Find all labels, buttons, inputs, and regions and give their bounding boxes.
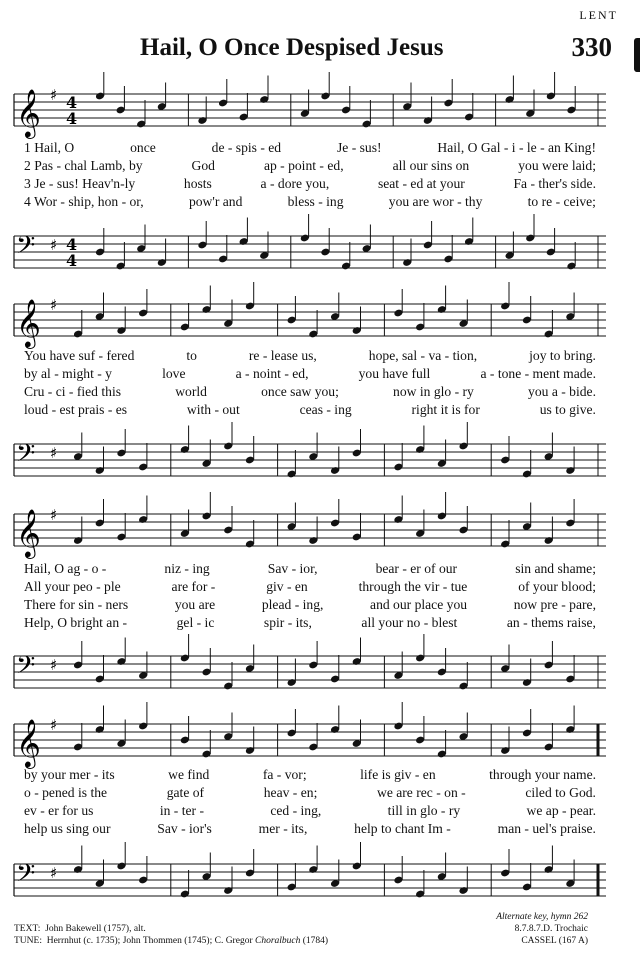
lyric-segment: niz - ing bbox=[164, 561, 210, 576]
lyric-line bbox=[24, 157, 596, 175]
treble-staff-2 bbox=[14, 296, 606, 352]
lyric-segment: Cru - ci - fied this bbox=[24, 384, 122, 399]
page-edge-tab bbox=[634, 38, 640, 72]
lyric-segment: gate of bbox=[166, 785, 205, 800]
lyric-segment: an - thems raise, bbox=[506, 615, 596, 630]
lyric-segment: help us sing our bbox=[24, 821, 111, 836]
lyric-segment: de - spis - ed bbox=[211, 140, 282, 155]
lyric-segment: you a - bide. bbox=[528, 384, 596, 399]
sharp-icon: ♯ bbox=[50, 296, 58, 314]
sharp-icon: ♯ bbox=[50, 444, 58, 462]
lyric-segment: gel - ic bbox=[176, 615, 215, 630]
lyric-segment: pow'r and bbox=[188, 194, 243, 209]
lyric-segment: Hail, O Gal - i - le - an King! bbox=[437, 140, 596, 155]
lyric-segment: joy to bring. bbox=[529, 348, 596, 363]
lyric-line bbox=[24, 347, 596, 365]
lyric-line bbox=[24, 365, 596, 383]
lyric-segment: with - out bbox=[186, 402, 240, 417]
lyric-segment: heav - en; bbox=[263, 785, 318, 800]
bass-clef-icon: 𝄢 bbox=[16, 439, 36, 474]
lyric-segment: love bbox=[162, 366, 186, 381]
lyric-segment: all our sins on bbox=[392, 158, 470, 173]
tune-year: (1784) bbox=[302, 936, 329, 946]
lyric-line bbox=[24, 614, 596, 632]
lyric-segment: now pre - pare, bbox=[513, 597, 596, 612]
sharp-icon: ♯ bbox=[50, 506, 58, 524]
lyric-segment: till in glo - ry bbox=[387, 803, 461, 818]
lyric-segment: and our place you bbox=[370, 597, 468, 612]
lyric-segment: 3 Je - sus! Heav'n-ly bbox=[24, 176, 136, 191]
lyric-segment: you are bbox=[174, 597, 216, 612]
text-credit: John Bakewell (1757), alt. bbox=[45, 924, 146, 934]
lyric-segment: life is giv - en bbox=[360, 767, 436, 782]
bass-staff-4 bbox=[14, 856, 606, 912]
treble-clef-icon: 𝄞 bbox=[16, 718, 41, 767]
treble-clef-icon: 𝄞 bbox=[16, 508, 41, 557]
hymn-number: 330 bbox=[571, 32, 612, 62]
lyric-segment: Je - sus! bbox=[336, 140, 382, 155]
lyric-segment: ceas - ing bbox=[299, 402, 352, 417]
credits bbox=[14, 923, 328, 947]
lyric-segment: bless - ing bbox=[287, 194, 344, 209]
lyric-segment: Fa - ther's side. bbox=[513, 176, 596, 191]
lyric-segment: by al - might - y bbox=[24, 366, 112, 381]
lyric-segment: us to give. bbox=[539, 402, 596, 417]
lyric-line bbox=[24, 820, 596, 838]
lyric-line bbox=[24, 401, 596, 419]
treble-staff-1 bbox=[14, 86, 606, 142]
lyric-segment: you have full bbox=[358, 366, 431, 381]
lyric-line bbox=[24, 578, 596, 596]
time-signature: 4 bbox=[66, 93, 78, 112]
bass-clef-icon: 𝄢 bbox=[16, 231, 36, 266]
tune-book: Choralbuch bbox=[254, 936, 301, 946]
lyric-segment: ciled to God. bbox=[525, 785, 596, 800]
lyric-segment: you were laid; bbox=[518, 158, 596, 173]
lyric-segment: we find bbox=[168, 767, 210, 782]
lyric-line bbox=[24, 596, 596, 614]
lyric-line bbox=[24, 193, 596, 211]
section-label: LENT bbox=[579, 8, 618, 22]
lyric-segment: Sav - ior's bbox=[157, 821, 212, 836]
lyric-segment: to re - ceive; bbox=[527, 194, 596, 209]
lyric-segment: now in glo - ry bbox=[393, 384, 474, 399]
bass-staff-3 bbox=[14, 648, 606, 704]
lyric-segment: seat - ed at your bbox=[377, 176, 465, 191]
lyric-line bbox=[24, 560, 596, 578]
lyric-segment: All your peo - ple bbox=[24, 579, 121, 594]
time-signature: 4 bbox=[66, 109, 78, 128]
lyric-segment: are for - bbox=[171, 579, 216, 594]
sharp-icon: ♯ bbox=[50, 716, 58, 734]
lyric-segment: right it is for bbox=[411, 402, 480, 417]
lyric-segment: ced - ing, bbox=[270, 803, 322, 818]
lyric-segment: all your no - blest bbox=[361, 615, 458, 630]
lyric-segment: world bbox=[175, 384, 207, 399]
lyrics-system-1 bbox=[24, 139, 596, 211]
lyric-segment: through the vir - tue bbox=[358, 579, 468, 594]
lyric-segment: Sav - ior, bbox=[267, 561, 318, 576]
bass-staff-1 bbox=[14, 228, 606, 284]
lyric-segment: of your blood; bbox=[518, 579, 596, 594]
lyric-segment: we are rec - on - bbox=[377, 785, 466, 800]
lyric-segment: you are wor - thy bbox=[388, 194, 483, 209]
treble-clef-icon: 𝄞 bbox=[16, 298, 41, 347]
tune-label: TUNE: bbox=[14, 936, 42, 946]
lyric-segment: spir - its, bbox=[263, 615, 312, 630]
lyric-segment: You have suf - fered bbox=[24, 348, 135, 363]
lyric-line bbox=[24, 784, 596, 802]
lyric-segment: man - uel's praise. bbox=[497, 821, 596, 836]
lyric-segment: sin and shame; bbox=[515, 561, 596, 576]
lyrics-system-3 bbox=[24, 560, 596, 632]
sharp-icon: ♯ bbox=[50, 864, 58, 882]
text-label: TEXT: bbox=[14, 924, 41, 934]
lyric-segment: loud - est prais - es bbox=[24, 402, 128, 417]
treble-staff-3 bbox=[14, 506, 606, 562]
lyric-segment: once saw you; bbox=[261, 384, 339, 399]
lyric-line bbox=[24, 802, 596, 820]
lyric-segment: bear - er of our bbox=[375, 561, 458, 576]
time-signature: 4 bbox=[66, 235, 78, 254]
lyric-segment: mer - its, bbox=[258, 821, 308, 836]
treble-staff-4 bbox=[14, 716, 606, 772]
time-signature: 4 bbox=[66, 251, 78, 270]
lyric-segment: Help, O bright an - bbox=[24, 615, 128, 630]
lyric-segment: hope, sal - va - tion, bbox=[368, 348, 478, 363]
tune-credit: Herrnhut (c. 1735); John Thommen (1745); C. Gregor bbox=[46, 936, 253, 946]
lyric-segment: o - pened is the bbox=[24, 785, 108, 800]
lyric-segment: ev - er for us bbox=[24, 803, 94, 818]
lyric-segment: help to chant Im - bbox=[354, 821, 451, 836]
lyric-segment: giv - en bbox=[266, 579, 308, 594]
lyric-segment: fa - vor; bbox=[262, 767, 307, 782]
tune-info bbox=[496, 911, 588, 947]
lyric-segment: Hail, O ag - o - bbox=[24, 561, 107, 576]
sharp-icon: ♯ bbox=[50, 236, 58, 254]
meter: 8.7.8.7.D. Trochaic bbox=[514, 924, 588, 934]
lyric-segment: through your name. bbox=[489, 767, 596, 782]
tune-name: CASSEL (167 A) bbox=[521, 936, 588, 946]
treble-clef-icon: 𝄞 bbox=[16, 88, 41, 137]
lyric-segment: a - tone - ment made. bbox=[480, 366, 596, 381]
lyric-line bbox=[24, 383, 596, 401]
lyric-segment: There for sin - ners bbox=[24, 597, 129, 612]
lyric-segment: ap - point - ed, bbox=[263, 158, 344, 173]
bass-clef-icon: 𝄢 bbox=[16, 651, 36, 686]
lyric-segment: 2 Pas - chal Lamb, by bbox=[24, 158, 143, 173]
lyric-segment: we ap - pear. bbox=[526, 803, 596, 818]
sharp-icon: ♯ bbox=[50, 86, 58, 104]
lyric-segment: God bbox=[191, 158, 215, 173]
lyric-segment: plead - ing, bbox=[261, 597, 324, 612]
lyric-segment: 4 Wor - ship, hon - or, bbox=[24, 194, 144, 209]
lyric-segment: re - lease us, bbox=[248, 348, 317, 363]
lyrics-system-2 bbox=[24, 347, 596, 419]
lyric-segment: hosts bbox=[183, 176, 212, 191]
lyric-segment: by your mer - its bbox=[24, 767, 115, 782]
bass-staff-2 bbox=[14, 436, 606, 492]
alternate-key: Alternate key, hymn 262 bbox=[496, 912, 588, 922]
lyric-line bbox=[24, 139, 596, 157]
lyric-segment: 1 Hail, O bbox=[24, 140, 75, 155]
hymn-title: Hail, O Once Despised Jesus bbox=[140, 34, 444, 61]
lyric-segment: once bbox=[130, 140, 156, 155]
lyric-segment: a - dore you, bbox=[260, 176, 330, 191]
bass-clef-icon: 𝄢 bbox=[16, 859, 36, 894]
lyric-segment: a - noint - ed, bbox=[235, 366, 309, 381]
lyric-segment: to bbox=[186, 348, 197, 363]
lyrics-system-4 bbox=[24, 766, 596, 838]
lyric-line bbox=[24, 175, 596, 193]
sharp-icon: ♯ bbox=[50, 656, 58, 674]
lyric-segment: in - ter - bbox=[159, 803, 204, 818]
lyric-line bbox=[24, 766, 596, 784]
